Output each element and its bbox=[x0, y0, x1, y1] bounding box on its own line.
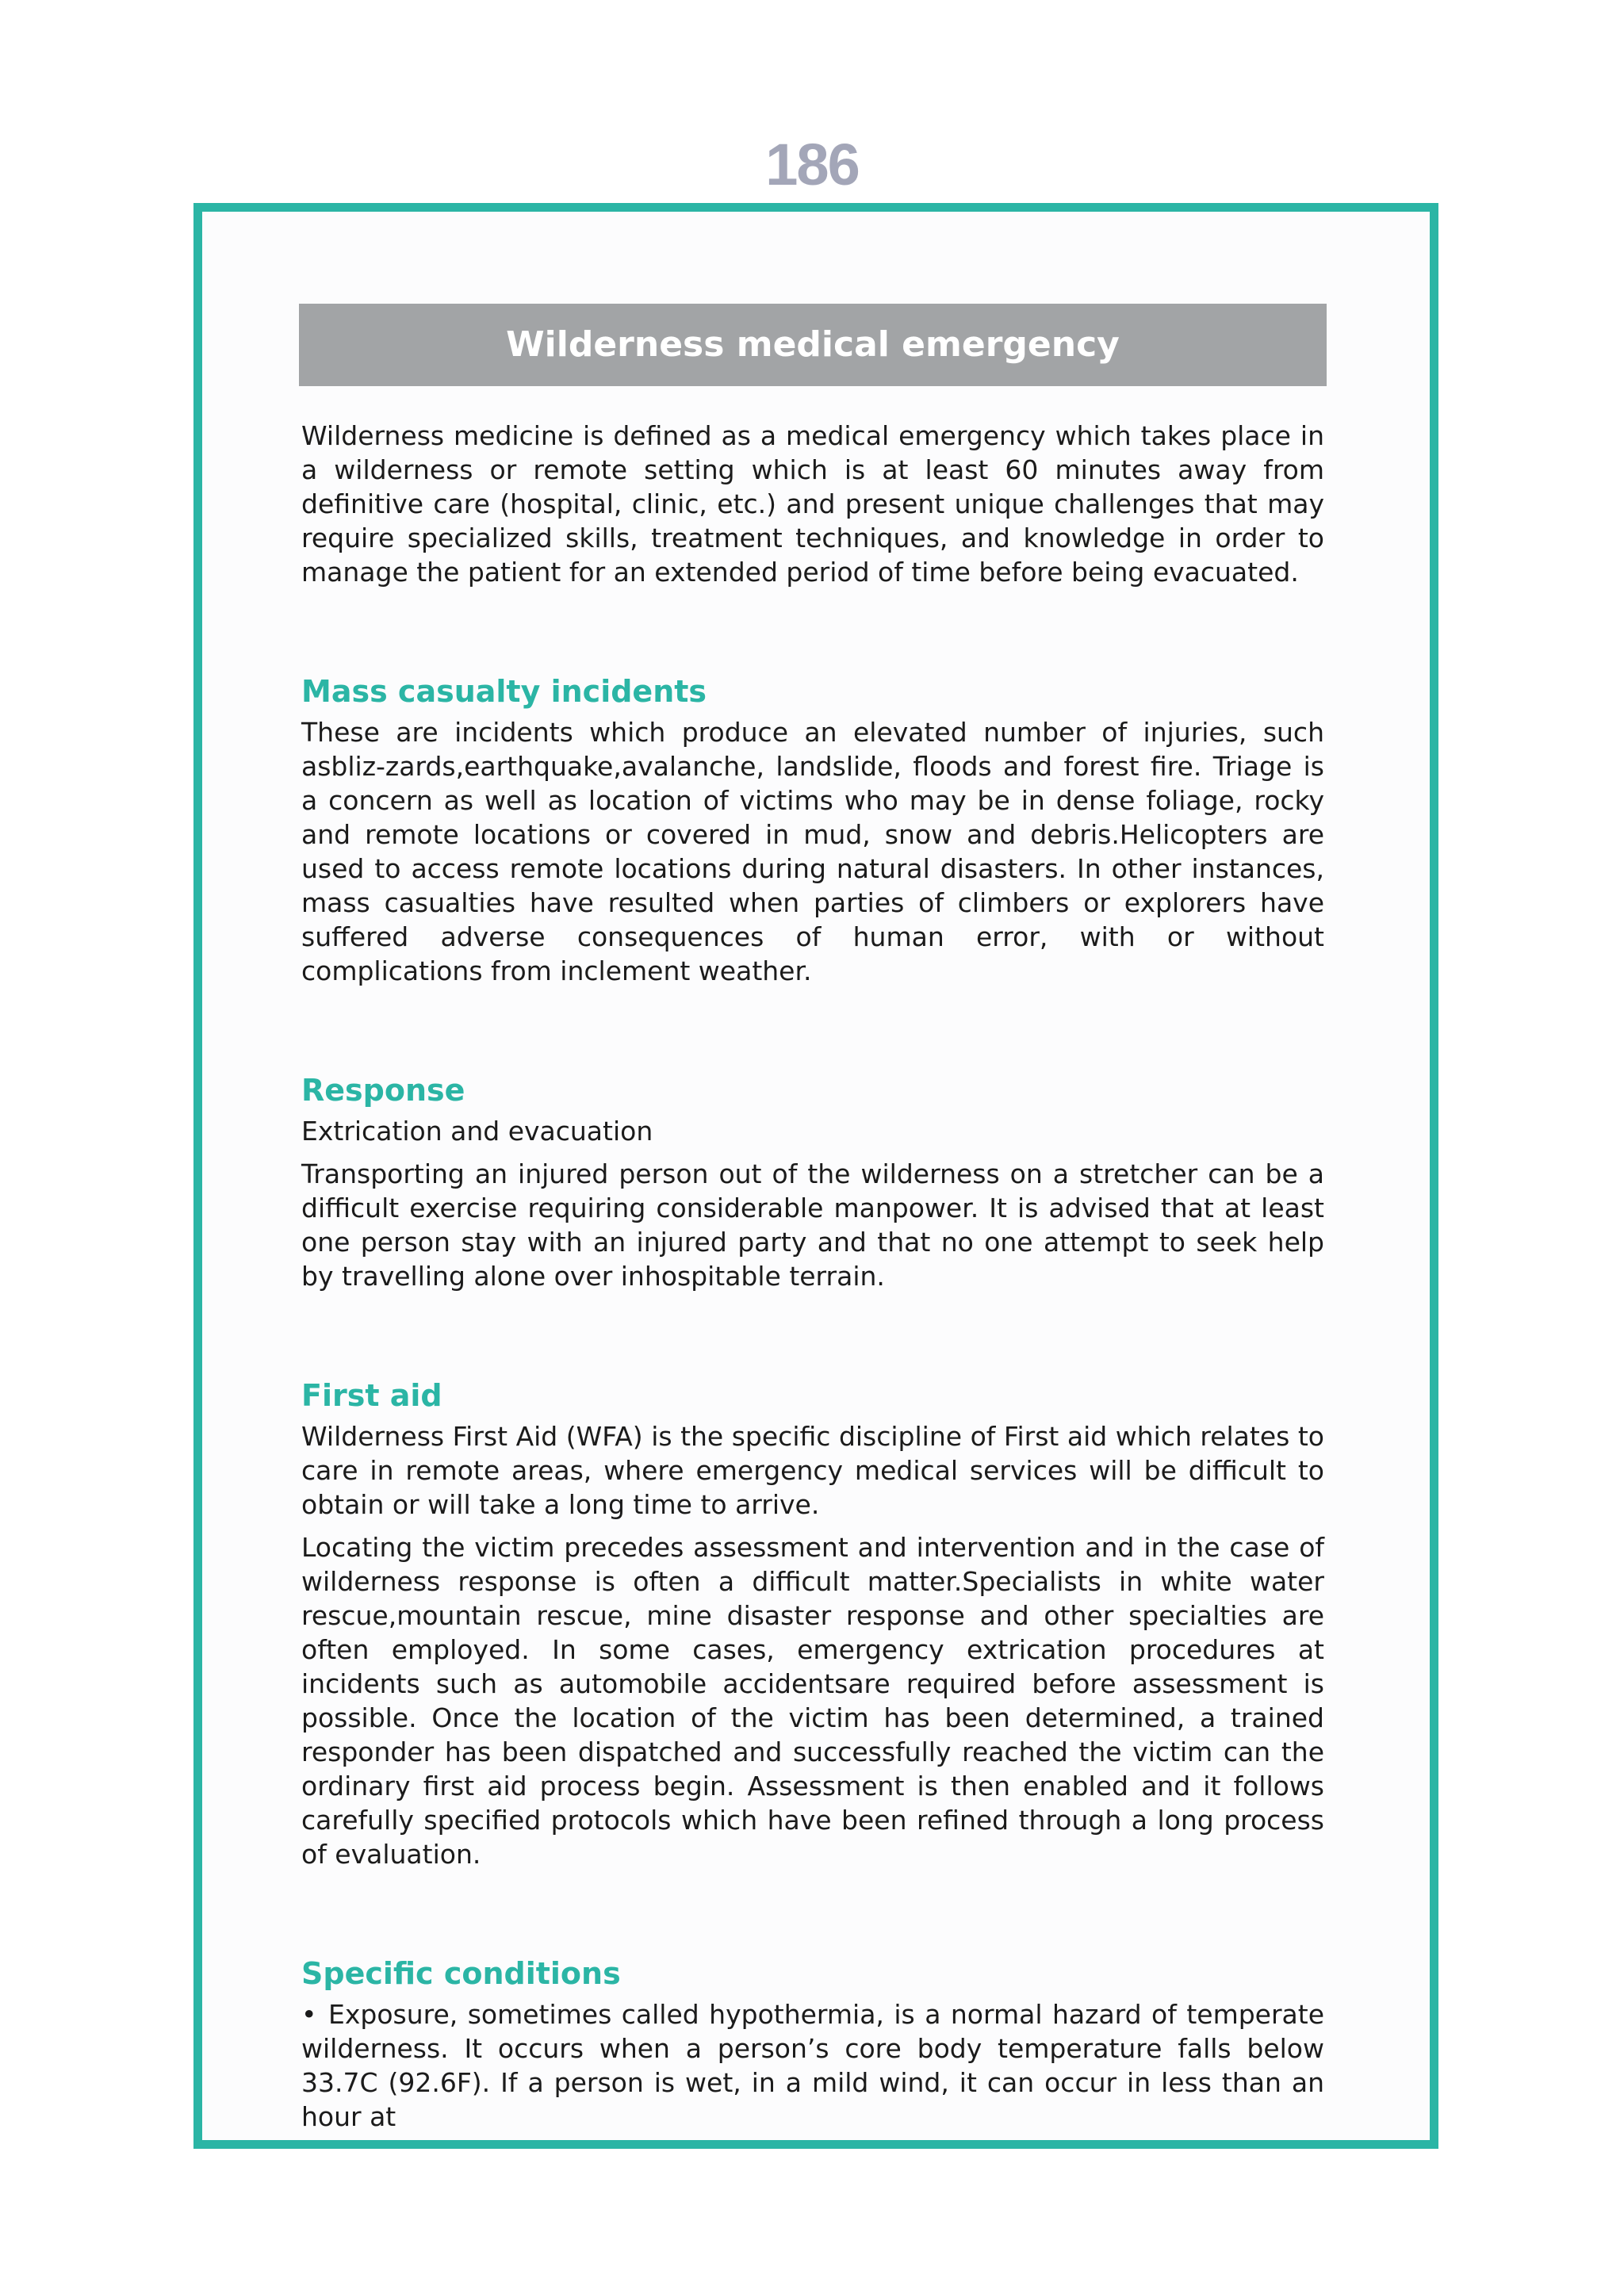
heading-first-aid: First aid bbox=[301, 1378, 442, 1413]
bullet-dot-icon: • bbox=[301, 1999, 317, 2030]
section-gap bbox=[301, 598, 1324, 671]
first-aid-paragraph-1: Wilderness First Aid (WFA) is the specific discipline of First aid which relates to care in remote areas, where emergency medical services will be difficult to obtain or will take a long time to arrive. bbox=[301, 1421, 1324, 1520]
first-aid-paragraph-2: Locating the victim precedes assessment and intervention and in the case of wilderness response is often a difficult matter.Specialists in white water rescue,mountain rescue, mine disaster response and other specialties are often employed. In some cases, emergency extrication procedures at incidents such as automobile accidentsare required before assessment is possible. Once the location of the victim has been determined, a trained responder has been dispatched and successfully reached the victim can the ordinary first aid process begin. Assessment is then enabled and it follows carefully specified protocols which have been refined through a long process of evaluation. bbox=[301, 1532, 1324, 1870]
bullet-text: Exposure, sometimes called hypothermia, is a normal hazard of temperate wilderness. It occurs when a person’s core body temperature falls below 33.7C (92.6F). If a person is wet, in a mild wind, it can occur in less than an hour at bbox=[301, 1999, 1324, 2132]
page-number: 186 bbox=[765, 132, 859, 197]
page-content bbox=[301, 419, 1324, 2142]
heading-mass-casualty: Mass casualty incidents bbox=[301, 674, 707, 709]
response-paragraph: Transporting an injured person out of the wilderness on a stretcher can be a difficult exercise requiring considerable manpower. It is advised that at least one person stay with an injured party and that no one attempt to seek help by travelling alone over inhospitable terrain. bbox=[301, 1158, 1324, 1292]
intro-paragraph: Wilderness medicine is defined as a medical emergency which takes place in a wilderness or remote setting which is at least 60 minutes away from definitive care (hospital, clinic, etc.) and present unique challenges that may require specialized skills, treatment techniques, and knowledge in order to manage the patient for an extended period of time before being evacuated. bbox=[301, 420, 1324, 588]
section-gap bbox=[301, 1880, 1324, 1953]
response-subheading: Extrication and evacuation bbox=[301, 1116, 653, 1147]
heading-specific-conditions: Specific conditions bbox=[301, 1956, 621, 1991]
section-gap bbox=[301, 1302, 1324, 1375]
mass-casualty-paragraph: These are incidents which produce an elevated number of injuries, such asbliz-zards,earthquake,avalanche, landslide, floods and forest fire. Triage is a concern as well as location of victims who may be in dense foliage, rocky and remote locations or covered in mud, snow and debris.Helicopters are used to access remote locations during natural disasters. In other instances, mass casualties have resulted when parties of climbers or explorers have suffered adverse consequences of human error, with or without complications from inclement weather. bbox=[301, 717, 1324, 986]
section-gap bbox=[301, 997, 1324, 1070]
bullet-item bbox=[301, 1997, 1324, 2134]
section-title-bar: Wilderness medical emergency bbox=[299, 304, 1327, 386]
heading-response: Response bbox=[301, 1073, 465, 1108]
